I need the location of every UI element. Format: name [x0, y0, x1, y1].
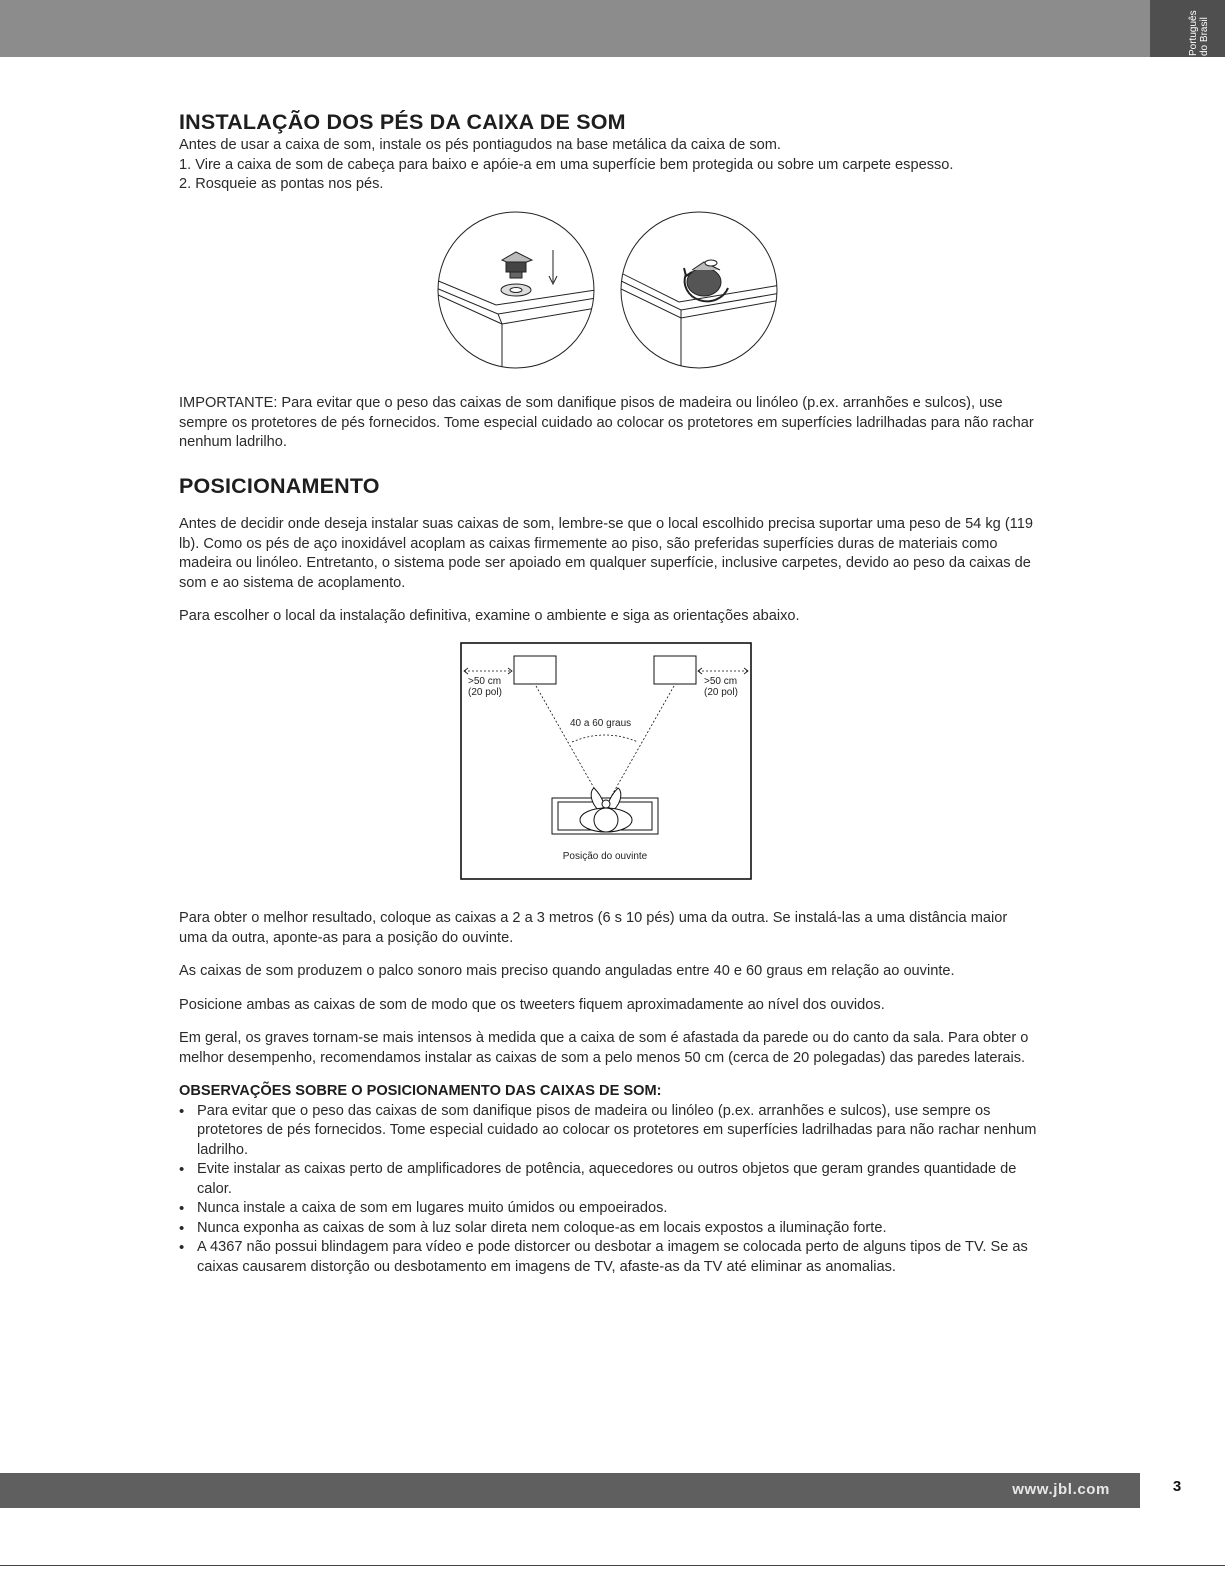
angle-label: 40 a 60 graus: [570, 718, 632, 729]
notes-title: OBSERVAÇÕES SOBRE O POSICIONAMENTO DAS CAIXAS DE SOM:: [179, 1083, 662, 1099]
feet-step-1-illustration: [436, 212, 596, 372]
positioning-para-6: Em geral, os graves tornam-se mais intensos à medida que a caixa de som é afastada da parede ou do canto da sala. Para obter o melhor desempenho, recomendamos instalar as caixas de som a pelo menos 50 cm (cerca de 20 polegadas) das paredes laterais.: [179, 1030, 1029, 1066]
positioning-para-3: Para obter o melhor resultado, coloque as caixas a 2 a 3 metros (6 s 10 pés) uma da outra. Se instalá-las a uma distância maior uma da outra, aponte-as para a posição do ouvinte.: [179, 910, 1008, 946]
positioning-para-1: Antes de decidir onde deseja instalar suas caixas de som, lembre-se que o local escolhido precisa suportar uma peso de 54 kg (119 lb). Como os pés de aço inoxidável acoplam as caixas firmemente ao piso, são preferidas superfícies duras de materiais como madeira ou linóleo. Entretanto, o sistema pode ser apoiado em qualquer superfície, inclusive carpetes, devido ao peso da caixas de som e ao sistema de acoplamento.: [179, 516, 1033, 591]
listener-label: Posição do ouvinte: [562, 851, 648, 862]
positioning-guidelines: [179, 909, 1039, 1277]
left-distance-label: >50 cm: [468, 676, 502, 687]
positioning-para-2: Para escolher o local da instalação definitiva, examine o ambiente e siga as orientações abaixo.: [179, 608, 800, 624]
section-positioning: [179, 474, 1039, 627]
speaker-placement-diagram: [460, 642, 752, 880]
note-item: • A 4367 não possui blindagem para vídeo e pode distorcer ou desbotar a imagem se colocada perto de alguns tipos de TV. Se as caixas causarem distorção ou desbotamento em imagens de TV, afaste-as da TV até eliminar as anomalias.: [179, 1238, 1039, 1277]
feet-intro: Antes de usar a caixa de som, instale os pés pontiagudos na base metálica da caixa de som.: [179, 137, 781, 153]
page-number: 3: [1172, 1478, 1182, 1495]
important-note-block: [179, 394, 1039, 453]
note-item: • Evite instalar as caixas perto de amplificadores de potência, aquecedores ou outros objetos que geram grandes quantidade de calor.: [179, 1160, 1039, 1199]
right-distance-alt-label: (20 pol): [704, 687, 738, 698]
positioning-para-5: Posicione ambas as caixas de som de modo que os tweeters fiquem aproximadamente ao nível dos ouvidos.: [179, 996, 885, 1013]
right-distance-label: >50 cm: [704, 676, 738, 687]
section-feet-installation: [179, 110, 1039, 195]
feet-installation-illustration: [436, 210, 782, 372]
left-distance-alt-label: (20 pol): [468, 687, 502, 698]
notes-list: [179, 1102, 1039, 1278]
feet-step-2-illustration: [619, 212, 781, 372]
section-title-feet: INSTALAÇÃO DOS PÉS DA CAIXA DE SOM: [179, 110, 626, 134]
section-title-positioning: POSICIONAMENTO: [179, 474, 380, 498]
left-speaker: [514, 656, 556, 684]
note-item: • Para evitar que o peso das caixas de som danifique pisos de madeira ou linóleo (p.ex. arranhões e sulcos), use sempre os protetores de pés fornecidos. Tome especial cuidado ao colocar os protetores em superfícies ladrilhadas para não rachar nenhum ladrilho.: [179, 1102, 1039, 1161]
feet-step-1: 1. Vire a caixa de som de cabeça para baixo e apóie-a em uma superfície bem protegida ou sobre um carpete espesso.: [179, 156, 954, 173]
language-tab-label: Português do Brasil: [1188, 10, 1210, 56]
header-band: [0, 0, 1225, 57]
note-item: • Nunca instale a caixa de som em lugares muito úmidos ou empoeirados.: [179, 1199, 1039, 1219]
bottom-divider: [0, 1565, 1225, 1566]
footer-url[interactable]: www.jbl.com: [1012, 1481, 1110, 1498]
feet-step-2: 2. Rosqueie as pontas nos pés.: [179, 176, 384, 192]
note-item: • Nunca exponha as caixas de som à luz solar direta nem coloque-as em locais expostos a iluminação forte.: [179, 1219, 1039, 1239]
right-speaker: [654, 656, 696, 684]
positioning-para-4: As caixas de som produzem o palco sonoro mais preciso quando anguladas entre 40 e 60 graus em relação ao ouvinte.: [179, 963, 955, 979]
important-note: IMPORTANTE: Para evitar que o peso das caixas de som danifique pisos de madeira ou linóleo (p.ex. arranhões e sulcos), use sempre os protetores de pés fornecidos. Tome especial cuidado ao colocar os protetores em superfícies ladrilhadas para não rachar nenhum ladrilho.: [179, 395, 1034, 450]
footer-band: [0, 1473, 1140, 1508]
